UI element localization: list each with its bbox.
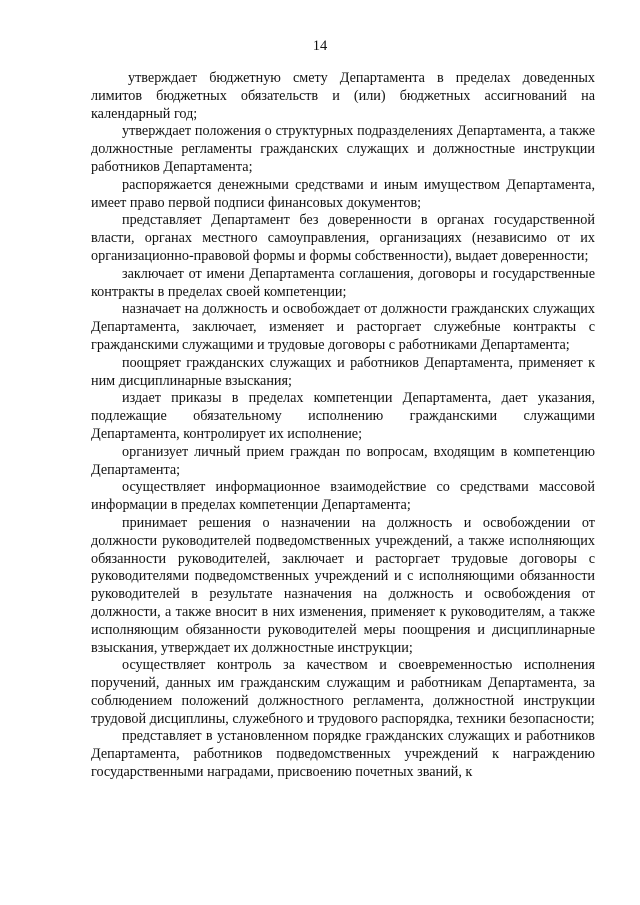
paragraph-incentives: поощряет гражданских служащих и работников Департамента, применяет к ним дисциплинарные взыскания; <box>91 354 595 389</box>
paragraph-representation: представляет Департамент без доверенности в органах государственной власти, органах местного самоуправления, организациях (независимо от их организационно-правовой формы и формы собственности), выдает доверенности; <box>91 212 595 264</box>
document-body <box>91 70 595 782</box>
paragraph-state-awards: представляет в установленном порядке гражданских служащих и работников Департамента, работников подведомственных учреждений к награждению государственными наградами, присвоению почетных званий, к <box>91 728 595 781</box>
paragraph-budget-estimate: утверждает бюджетную смету Департамента в пределах доведенных лимитов бюджетных обязательств и (или) бюджетных ассигнований на календарный год; <box>91 70 595 122</box>
paragraph-funds-disposal: распоряжается денежными средствами и иным имуществом Департамента, имеет право первой подписи финансовых документов; <box>91 176 595 211</box>
paragraph-orders: издает приказы в пределах компетенции Департамента, дает указания, подлежащие обязательному исполнению гражданскими служащими Департамента, контролирует их исполнение; <box>91 390 595 442</box>
paragraph-execution-control: осуществляет контроль за качеством и своевременностью исполнения поручений, данных им гражданским служащим и работникам Департамента, за соблюдением положений должностного регламента, должностной инструкции трудовой дисциплины, служебного и трудового распорядка, техники безопасности; <box>91 657 595 727</box>
paragraph-agreements: заключает от имени Департамента соглашения, договоры и государственные контракты в пределах своей компетенции; <box>91 265 595 300</box>
page-number: 14 <box>312 38 328 54</box>
paragraph-appointments: назначает на должность и освобождает от должности гражданских служащих Департамента, заключает, изменяет и расторгает служебные контракты с гражданскими служащими и трудовые договоры с работниками Департамента; <box>91 301 595 353</box>
paragraph-structural-units: утверждает положения о структурных подразделениях Департамента, а также должностные регламенты гражданских служащих и должностные инструкции работников Департамента; <box>91 123 595 175</box>
paragraph-citizen-reception: организует личный прием граждан по вопросам, входящим в компетенцию Департамента; <box>91 443 595 478</box>
paragraph-subordinate-heads: принимает решения о назначении на должность и освобождении от должности руководителей подведомственных учреждений, а также исполняющих обязанности руководителей, заключает и расторгает трудовые договоры с руководителями подведомственных учреждений и с исполняющими обязанности руководителей в результате назначения на должность и освобождения от должности, а также вносит в них изменения, применяет к руководителям, а также исполняющим обязанности руководителей меры поощрения и дисциплинарные взыскания, утверждает их должностные инструкции; <box>91 514 595 656</box>
paragraph-media-interaction: осуществляет информационное взаимодействие со средствами массовой информации в пределах компетенции Департамента; <box>91 479 595 514</box>
